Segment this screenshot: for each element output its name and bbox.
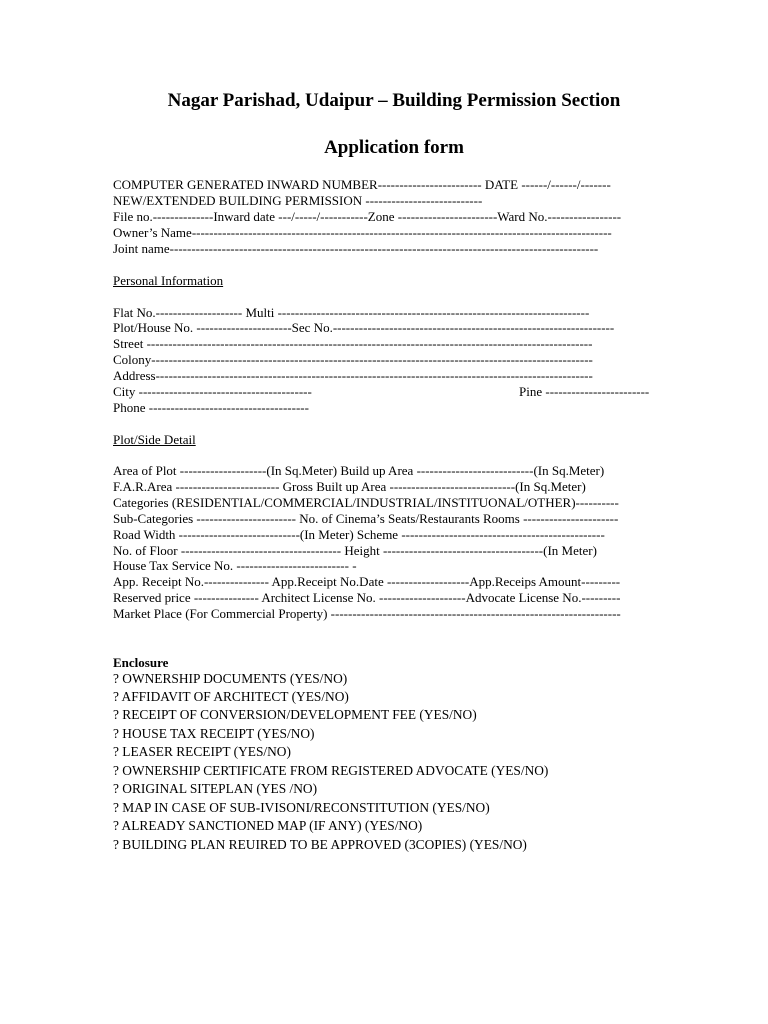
enclosure-item: ? LEASER RECEIPT (YES/NO) [113, 744, 291, 759]
area-of-plot-line: Area of Plot --------------------(In Sq.Meter) Build up Area ---------------------------(In Sq.Meter) [113, 463, 605, 478]
enclosure-item: ? MAP IN CASE OF SUB-IVISONI/RECONSTITUTION (YES/NO) [113, 800, 490, 815]
enclosure-item: ? ALREADY SANCTIONED MAP (IF ANY) (YES/NO) [113, 818, 423, 833]
building-permission-line: NEW/EXTENDED BUILDING PERMISSION --------------------------- [113, 193, 483, 208]
enclosure-item: ? ORIGINAL SITEPLAN (YES /NO) [113, 781, 318, 796]
address-line: Address----------------------------------------------------------------------------------------------------- [113, 368, 593, 383]
enclosure-heading: Enclosure [113, 655, 169, 670]
pine-line: Pine ------------------------ [519, 384, 650, 399]
app-receipt-line: App. Receipt No.--------------- App.Receipt No.Date -------------------App.Receips Amount--------- [113, 574, 621, 589]
enclosure-item: ? HOUSE TAX RECEIPT (YES/NO) [113, 726, 315, 741]
enclosure-item: ? OWNERSHIP DOCUMENTS (YES/NO) [113, 671, 348, 686]
categories-line: Categories (RESIDENTIAL/COMMERCIAL/INDUSTRIAL/INSTITUONAL/OTHER)---------- [113, 495, 619, 510]
page-title: Nagar Parishad, Udaipur – Building Permission Section [167, 90, 621, 111]
road-width-line: Road Width ----------------------------(In Meter) Scheme ----------------------------------------------- [113, 527, 605, 542]
phone-line: Phone ------------------------------------- [113, 400, 309, 415]
enclosure-item: ? OWNERSHIP CERTIFICATE FROM REGISTERED ADVOCATE (YES/NO) [113, 763, 549, 778]
no-of-floor-line: No. of Floor ------------------------------------- Height -------------------------------------(In Meter) [113, 543, 597, 558]
city-line: City ---------------------------------------- [113, 384, 312, 399]
street-line: Street ------------------------------------------------------------------------------------------------------- [113, 336, 593, 351]
file-no-line: File no.--------------Inward date ---/-----/-----------Zone -----------------------Ward No.----------------- [113, 209, 622, 224]
enclosure-item: ? BUILDING PLAN REUIRED TO BE APPROVED (3COPIES) (YES/NO) [113, 837, 527, 852]
inward-number-line: COMPUTER GENERATED INWARD NUMBER------------------------ DATE ------/------/------- [113, 177, 611, 192]
personal-info-heading: Personal Information [113, 273, 224, 288]
sub-categories-line: Sub-Categories ----------------------- No. of Cinema’s Seats/Restaurants Rooms ---------------------- [113, 511, 619, 526]
colony-line: Colony------------------------------------------------------------------------------------------------------ [113, 352, 593, 367]
enclosure-item: ? RECEIPT OF CONVERSION/DEVELOPMENT FEE (YES/NO) [113, 707, 477, 722]
market-place-line: Market Place (For Commercial Property) ------------------------------------------------------------------- [113, 606, 621, 621]
owner-name-line: Owner’s Name------------------------------------------------------------------------------------------------- [113, 225, 612, 240]
far-area-line: F.A.R.Area ------------------------ Gross Built up Area -----------------------------(In Sq.Meter) [113, 479, 586, 494]
enclosure-item: ? AFFIDAVIT OF ARCHITECT (YES/NO) [113, 689, 349, 704]
joint-name-line: Joint name--------------------------------------------------------------------------------------------------- [113, 241, 599, 256]
form-subtitle: Application form [324, 137, 464, 158]
reserved-price-line: Reserved price --------------- Architect License No. --------------------Advocate License No.--------- [113, 590, 621, 605]
flat-no-line: Flat No.-------------------- Multi ------------------------------------------------------------------------ [113, 305, 590, 320]
house-tax-line: House Tax Service No. -------------------------- - [113, 558, 357, 573]
plot-detail-heading: Plot/Side Detail [113, 432, 196, 447]
plot-house-line: Plot/House No. ----------------------Sec No.----------------------------------------------------------------- [113, 320, 615, 335]
